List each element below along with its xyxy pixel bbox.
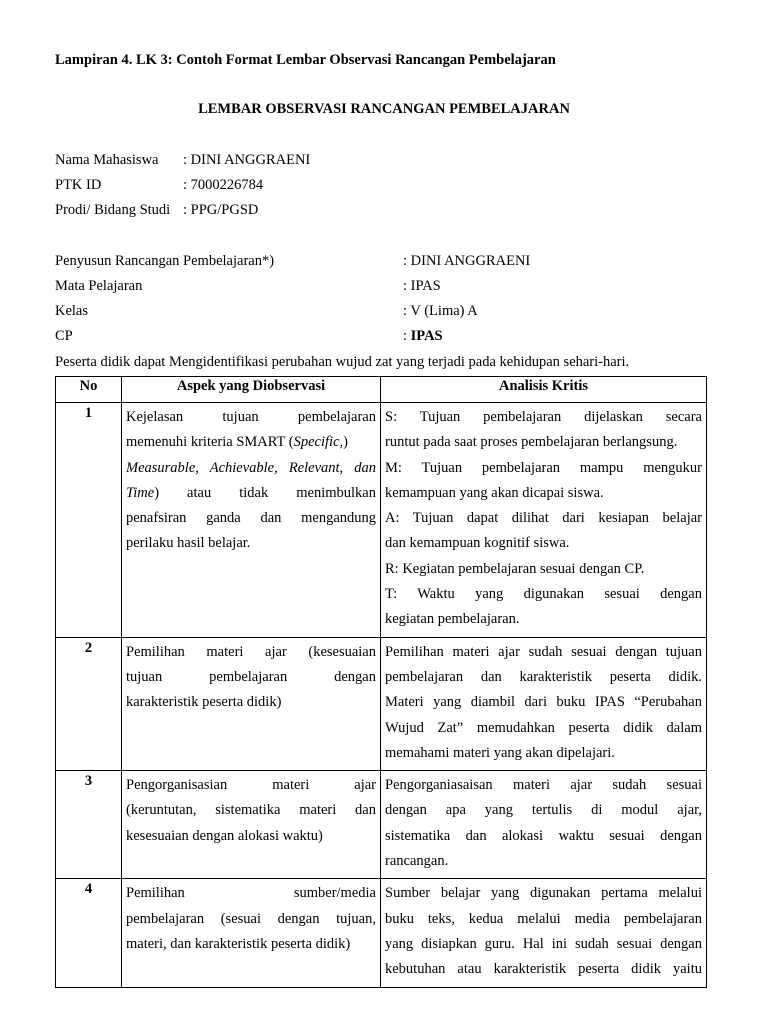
info-label: Nama Mahasiswa [55,152,159,168]
table-header-row [56,377,707,403]
aspek-line: pembelajaran (sesuai dengan tujuan, [126,910,376,927]
smart-cont: runtut pada saat proses pembelajaran berlangsung. [385,434,678,451]
info-label: Kelas [55,303,89,319]
aspek-text: memenuhi kriteria SMART ( [126,434,294,451]
aspek-cell [122,403,381,638]
aspek-cell [122,637,381,770]
smart-cont: dan kemampuan kognitif siswa. [385,535,570,552]
analisis-cell [381,637,707,770]
row-number: 4 [56,879,122,987]
aspek-line: Pemilihan sumber/media [126,885,376,902]
smart-item-m [385,456,702,481]
aspek-line: karakteristik peserta didik) [126,694,282,711]
smart-text: : Kegiatan pembelajaran sesuai dengan CP. [394,560,645,577]
row-number: 2 [56,637,122,770]
smart-item-s [385,405,702,430]
aspek-line [126,456,376,481]
aspek-line: penafsiran ganda dan mengandung [126,510,376,527]
table-row [56,403,707,638]
info-value: : V (Lima) A [403,303,478,319]
analisis-line: Pemilihan materi ajar sudah sesuai dengan tujuan [385,643,702,660]
smart-item-a [385,506,702,531]
smart-item-t [385,582,702,607]
aspek-line: (keruntutan, sistematika materi dan [126,802,376,819]
smart-text: : Waktu yang digunakan sesuai dengan [393,586,702,603]
analisis-line: dengan apa yang tertulis di modul ajar, [385,802,702,819]
info-label: Prodi/ Bidang Studi [55,202,171,218]
aspek-cell [122,879,381,987]
smart-text: : Tujuan dapat dilihat dari kesiapan belajar [395,510,702,527]
smart-letter: S [385,409,394,425]
analisis-cell [381,771,707,879]
smart-cont: kemampuan yang akan dicapai siswa. [385,484,604,501]
analisis-line: Pengorganiasaisan materi ajar sudah sesuai [385,777,702,794]
info-value: : PPG/PGSD [183,202,259,218]
info-value: : DINI ANGGRAENI [183,152,311,168]
row-number: 1 [56,403,122,638]
header-no: No [56,377,122,403]
analisis-cell [381,879,707,987]
info-value [403,328,443,345]
analisis-line: Wujud Zat” memudahkan peserta didik dalam [385,719,702,736]
info-value: : 7000226784 [183,177,264,193]
info-value-bold: IPAS [410,328,443,344]
smart-text: : Tujuan pembelajaran dijelaskan secara [393,409,702,425]
aspek-italic: Measurable, Achievable, Relevant, dan [126,459,376,476]
info-value-prefix: : [403,328,411,344]
aspek-italic: Time [126,484,155,501]
analisis-line: pembelajaran dan karakteristik peserta didik. [385,668,702,685]
analisis-cell [381,403,707,638]
info-label: PTK ID [55,177,102,193]
analisis-line: rancangan. [385,853,449,870]
table-row [56,637,707,770]
analisis-line: yang disiapkan guru. Hal ini sudah sesuai dengan [385,935,702,952]
aspek-cell [122,771,381,879]
analisis-line: sistematika dan alokasi waktu sesuai dengan [385,827,702,844]
cp-description: Peserta didik dapat Mengidentifikasi perubahan wujud zat yang terjadi pada kehidupan sehari-hari. [55,354,630,370]
header-analisis: Analisis Kritis [381,377,707,403]
info-label: Penyusun Rancangan Pembelajaran*) [55,253,275,269]
smart-item-r [385,557,702,582]
aspek-line: Pengorganisasian materi ajar [126,777,376,794]
table-row [56,771,707,879]
aspek-line: Pemilihan materi ajar (kesesuaian [126,643,376,660]
smart-cont: kegiatan pembelajaran. [385,611,520,628]
info-value: : IPAS [403,278,441,294]
info-value: : DINI ANGGRAENI [403,253,531,269]
smart-letter: T [385,586,394,603]
aspek-line: perilaku hasil belajar. [126,535,251,552]
info-label: Mata Pelajaran [55,278,143,294]
analisis-line: buku teks, kedua melalui media pembelajaran [385,910,702,927]
smart-letter: M [385,459,398,476]
aspek-italic: Specific, [293,434,344,451]
smart-text: : Tujuan pembelajaran mampu mengukur [397,459,702,476]
info-label: CP [55,328,73,344]
aspek-line [126,481,376,506]
observation-table [55,376,707,988]
table-row [56,879,707,987]
aspek-text: ) atau tidak menimbulkan [154,484,376,501]
smart-letter: A [385,510,396,527]
row-number: 3 [56,771,122,879]
header-aspek: Aspek yang Diobservasi [122,377,381,403]
form-title: LEMBAR OBSERVASI RANCANGAN PEMBELAJARAN [198,101,570,117]
analisis-line: Sumber belajar yang digunakan pertama melalui [385,885,702,902]
appendix-heading: Lampiran 4. LK 3: Contoh Format Lembar Observasi Rancangan Pembelajaran [55,52,556,68]
smart-letter: R [385,560,395,577]
analisis-line: kebutuhan atau karakteristik peserta didik yaitu [385,961,702,978]
aspek-line: Kejelasan tujuan pembelajaran [126,409,376,425]
aspek-line: tujuan pembelajaran dengan [126,668,376,685]
aspek-line: kesesuaian dengan alokasi waktu) [126,827,323,844]
analisis-line: Materi yang diambil dari buku IPAS “Perubahan [385,694,702,711]
aspek-line [126,430,376,455]
analisis-line: memahami materi yang akan dipelajari. [385,744,615,761]
aspek-text: ) [343,434,348,451]
aspek-line: materi, dan karakteristik peserta didik) [126,935,351,952]
